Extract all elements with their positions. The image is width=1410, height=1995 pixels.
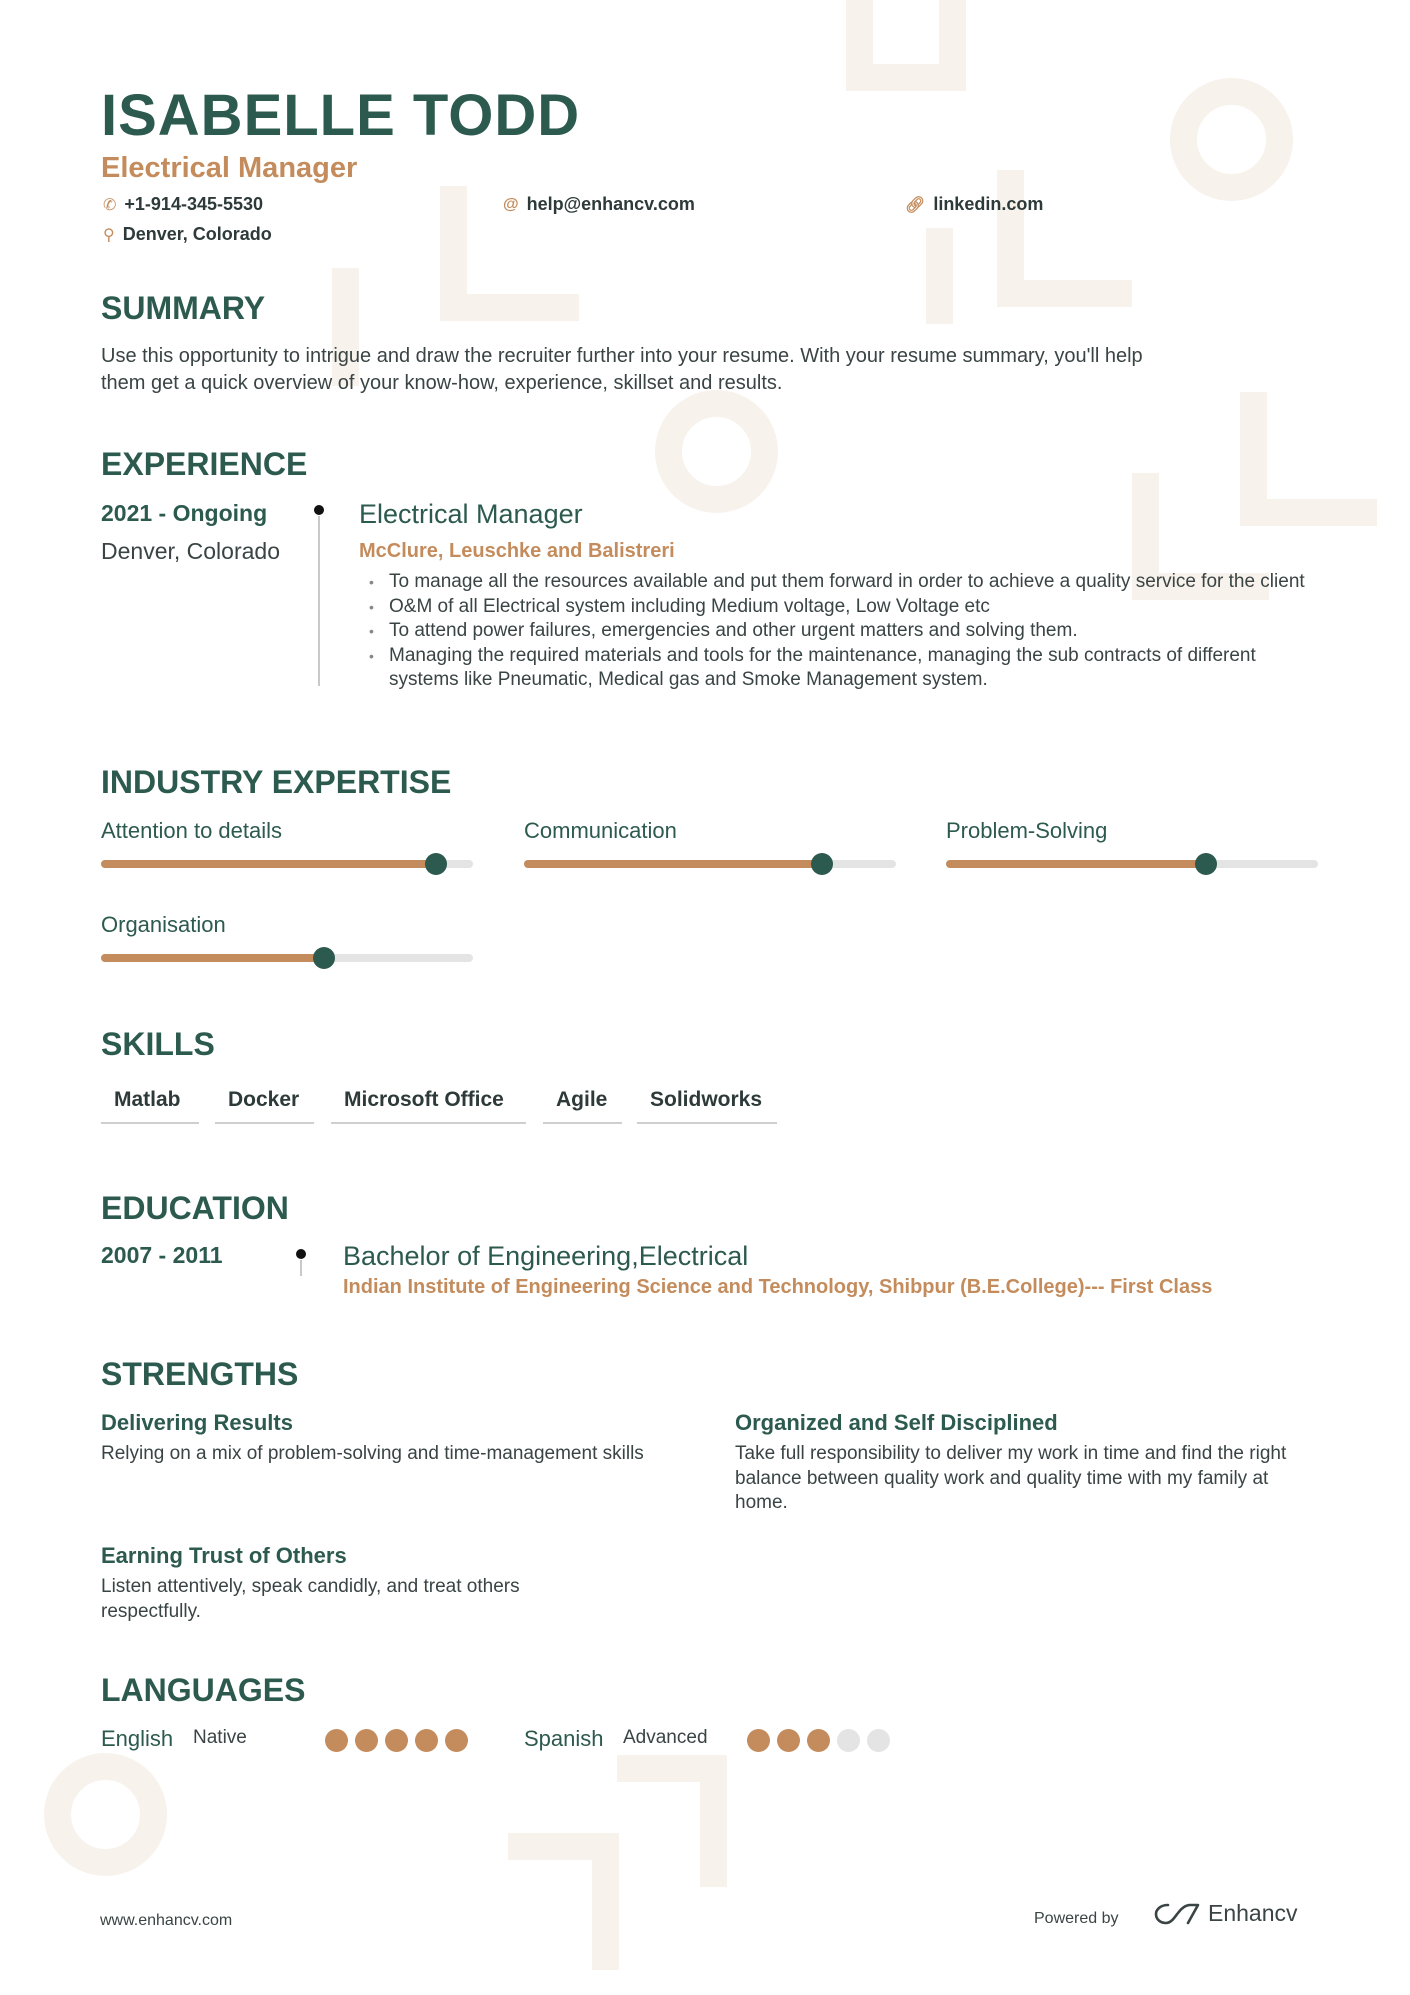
experience-bullet: • Managing the required materials and tools for the maintenance, managing the sub contracts of different systems like Pneumatic, Medical gas and Smoke Management system. (361, 644, 1321, 693)
location-text: Denver, Colorado (122, 224, 272, 244)
expertise-fill (946, 860, 1206, 868)
experience-bullets (361, 570, 1321, 693)
strength-desc: Take full responsibility to deliver my work in time and find the right balance between quality work and quality time with my family at home. (735, 1443, 1287, 1513)
experience-bullet: • To manage all the resources available and put them forward in order to achieve a quality service for the client (361, 570, 1321, 595)
skill-tag: Agile (543, 1088, 622, 1124)
candidate-name: ISABELLE TODD (101, 83, 581, 148)
language-dot (747, 1729, 770, 1752)
candidate-role: Electrical Manager (101, 152, 358, 184)
experience-bullet: • To attend power failures, emergencies and other urgent matters and solving them. (361, 619, 1321, 644)
expertise-bar-communication (524, 860, 896, 868)
expertise-knob (313, 947, 335, 969)
language-dot (325, 1729, 348, 1752)
link-icon: 🔗︎ (905, 196, 926, 214)
contact-linkedin[interactable] (905, 194, 1043, 215)
expertise-bar-attention (101, 860, 473, 868)
education-timeline-line (300, 1260, 302, 1276)
contact-location (103, 224, 272, 245)
timeline-line (318, 516, 320, 686)
expertise-knob (811, 853, 833, 875)
language-dots-spanish (747, 1729, 890, 1752)
education-title: EDUCATION (101, 1190, 289, 1226)
skill-tag: Matlab (101, 1088, 199, 1124)
languages-title: LANGUAGES (101, 1672, 306, 1708)
decor-l-right-1 (997, 170, 1132, 307)
decor-ring-top-right (1170, 78, 1293, 201)
summary-line-1: Use this opportunity to intrigue and draw the recruiter further into your resume. With your resume summary, you'll help (101, 345, 1143, 367)
skill-tag: Microsoft Office (331, 1088, 526, 1124)
experience-bullet: • O&M of all Electrical system including Medium voltage, Low Voltage etc (361, 595, 1321, 620)
decor-bracket-bottom-1 (617, 1755, 727, 1887)
expertise-fill (524, 860, 822, 868)
expertise-fill (101, 954, 324, 962)
expertise-bar-problem-solving (946, 860, 1318, 868)
expertise-label-communication: Communication (524, 818, 677, 843)
job-title: Electrical Manager (359, 499, 583, 529)
skill-tag: Docker (215, 1088, 314, 1124)
language-dot (807, 1729, 830, 1752)
strength-item (101, 1543, 621, 1624)
decor-bar-right (926, 228, 953, 324)
language-dot (837, 1729, 860, 1752)
decor-ring-bottom-left (44, 1753, 167, 1876)
decor-bracket-bottom-2 (508, 1833, 619, 1970)
location-pin-icon: ⚲ (103, 226, 115, 244)
language-level-english: Native (193, 1727, 247, 1748)
enhancv-logo-icon (1154, 1901, 1200, 1927)
footer-powered-by: Powered by (1034, 1910, 1119, 1927)
at-icon: @ (503, 195, 519, 213)
skills-title: SKILLS (101, 1026, 215, 1062)
strength-title: Earning Trust of Others (101, 1543, 347, 1568)
language-name-spanish: Spanish (524, 1726, 604, 1751)
expertise-knob (1195, 853, 1217, 875)
strength-title: Delivering Results (101, 1410, 293, 1435)
skill-tag: Solidworks (637, 1088, 777, 1124)
footer-brand[interactable] (1154, 1900, 1298, 1927)
language-dot (385, 1729, 408, 1752)
experience-title: EXPERIENCE (101, 446, 308, 482)
strengths-title: STRENGTHS (101, 1356, 299, 1392)
timeline-dot (314, 505, 324, 515)
company-name: McClure, Leuschke and Balistreri (359, 540, 675, 562)
email-text[interactable]: help@enhancv.com (526, 194, 695, 214)
strength-desc: Relying on a mix of problem-solving and time-management skills (101, 1443, 644, 1464)
expertise-title: INDUSTRY EXPERTISE (101, 764, 452, 800)
language-dot (445, 1729, 468, 1752)
education-date: 2007 - 2011 (101, 1242, 223, 1268)
language-dot (777, 1729, 800, 1752)
experience-location: Denver, Colorado (101, 538, 280, 564)
summary-text (101, 343, 1331, 397)
contact-phone (103, 194, 263, 215)
contact-email[interactable] (503, 194, 695, 215)
expertise-label-attention: Attention to details (101, 818, 283, 843)
strength-desc: Listen attentively, speak candidly, and treat others respectfully. (101, 1576, 520, 1622)
language-name-english: English (101, 1726, 174, 1751)
experience-date: 2021 - Ongoing (101, 500, 268, 526)
expertise-label-organisation: Organisation (101, 912, 226, 937)
decor-bracket-top (846, 0, 966, 91)
language-dots-english (325, 1729, 468, 1752)
expertise-bar-organisation (101, 954, 473, 962)
footer-website[interactable]: www.enhancv.com (100, 1912, 233, 1929)
phone-text: +1-914-345-5530 (124, 194, 264, 214)
phone-icon: ✆ (103, 196, 117, 214)
expertise-label-problem-solving: Problem-Solving (946, 818, 1108, 843)
language-dot (355, 1729, 378, 1752)
strength-item (735, 1410, 1305, 1516)
summary-title: SUMMARY (101, 290, 266, 326)
expertise-fill (101, 860, 436, 868)
linkedin-text[interactable]: linkedin.com (933, 194, 1044, 214)
degree-title: Bachelor of Engineering,Electrical (343, 1241, 749, 1271)
language-level-spanish: Advanced (623, 1727, 708, 1748)
strength-title: Organized and Self Disciplined (735, 1410, 1058, 1435)
language-dot (867, 1729, 890, 1752)
summary-line-2: them get a quick overview of your know-how, experience, skillset and results. (101, 372, 783, 394)
language-dot (415, 1729, 438, 1752)
education-timeline-dot (296, 1249, 306, 1259)
decor-ring-mid (655, 390, 778, 513)
expertise-knob (425, 853, 447, 875)
strength-item (101, 1410, 661, 1467)
brand-name: Enhancv (1208, 1900, 1298, 1926)
school-name: Indian Institute of Engineering Science and Technology, Shibpur (B.E.College)--- First Class (343, 1276, 1213, 1298)
